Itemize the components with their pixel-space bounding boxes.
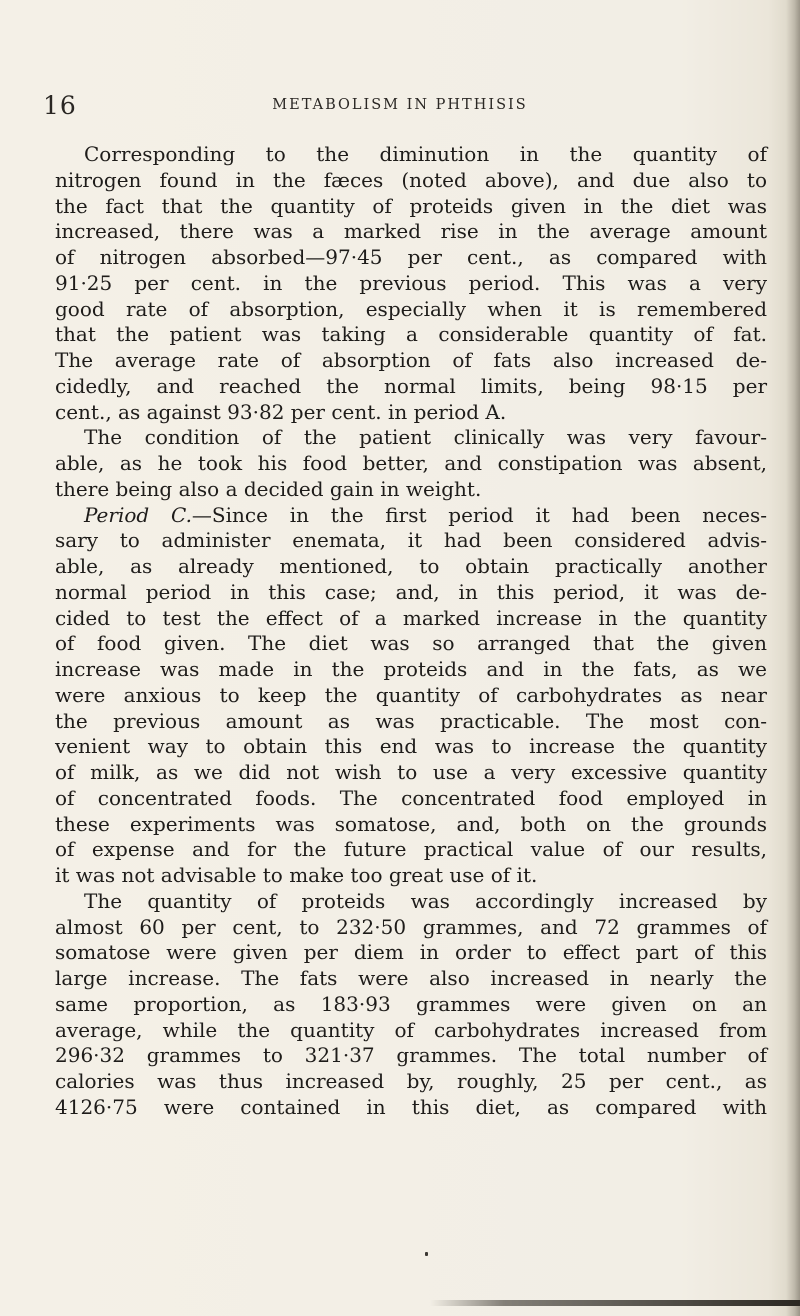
text-line: increase was made in the proteids and in the fats, as we xyxy=(55,657,767,681)
text-line: the fact that the quantity of proteids given in the diet was xyxy=(55,193,767,218)
text-line: venient way to obtain this end was to increase the quantity xyxy=(55,734,767,759)
text-line: it was not advisable to make too great use of it. xyxy=(55,863,538,887)
text-line: 4126·75 were contained in this diet, as compared with xyxy=(55,1094,767,1119)
ink-speck xyxy=(425,1252,428,1256)
text-line: The condition of the patient clinically was very favour- xyxy=(84,425,767,450)
text-line: cent., as against 93·82 per cent. in period A. xyxy=(55,399,507,424)
text-line: 91·25 per cent. in the previous period. This was a very xyxy=(55,270,767,295)
text-line: large increase. The fats were also increased in nearly the xyxy=(55,966,767,990)
text-line: —Since in the first period it had been neces- xyxy=(191,502,768,527)
text-line: same proportion, as 183·93 grammes were given on an xyxy=(55,991,767,1016)
text-line: normal period in this case; and, in this period, it was de- xyxy=(55,579,767,604)
text-line: were anxious to keep the quantity of carbohydrates as near xyxy=(55,682,767,707)
text-line: average, while the quantity of carbohydrates increased from xyxy=(55,1017,767,1042)
text-line: of concentrated foods. The concentrated food employed in xyxy=(55,785,767,810)
page-edge-shadow xyxy=(786,0,800,1316)
text-line: sary to administer enemata, it had been considered advis- xyxy=(55,528,767,553)
page-bottom-edge xyxy=(430,1300,800,1306)
text-line: of nitrogen absorbed—97·45 per cent., as compared with xyxy=(55,245,767,269)
text-line: almost 60 per cent, to 232·50 grammes, and 72 grammes of xyxy=(55,914,767,939)
text-line: cided to test the effect of a marked increase in the quantity xyxy=(55,605,767,630)
text-line: of expense and for the future practical value of our results, xyxy=(55,837,767,862)
text-line: somatose were given per diem in order to effect part of this xyxy=(55,940,767,965)
text-line: The average rate of absorption of fats also increased de- xyxy=(55,348,767,372)
text-line: 296·32 grammes to 321·37 grammes. The total number of xyxy=(55,1043,767,1068)
text-line: these experiments was somatose, and, both on the grounds xyxy=(55,811,767,836)
text-line: able, as already mentioned, to obtain practically another xyxy=(55,554,767,578)
text-line: calories was thus increased by, roughly, 25 per cent., as xyxy=(55,1069,767,1093)
period-c-label: Period C. xyxy=(84,502,192,527)
text-line: the previous amount as was practicable. The most con- xyxy=(55,708,767,733)
text-line: of milk, as we did not wish to use a very excessive quantity xyxy=(55,760,767,784)
text-line: good rate of absorption, especially when it is remembered xyxy=(55,296,767,321)
text-line: of food given. The diet was so arranged that the given xyxy=(55,631,767,656)
text-line: that the patient was taking a considerable quantity of fat. xyxy=(55,322,767,347)
text-line: The quantity of proteids was accordingly increased by xyxy=(84,888,767,913)
period-c-line xyxy=(55,503,767,529)
text-line: increased, there was a marked rise in the average amount xyxy=(55,219,767,244)
text-line: there being also a decided gain in weight. xyxy=(55,476,482,501)
text-line: able, as he took his food better, and constipation was absent, xyxy=(55,451,767,475)
text-line: Corresponding to the diminution in the quantity of xyxy=(84,142,767,166)
text-line: cidedly, and reached the normal limits, being 98·15 per xyxy=(55,373,767,398)
running-head: METABOLISM IN PHTHISIS xyxy=(272,97,528,113)
page-header xyxy=(0,91,800,121)
text-line: nitrogen found in the fæces (noted above), and due also to xyxy=(55,167,767,192)
body-text xyxy=(55,142,767,1121)
page-number: 16 xyxy=(43,91,77,120)
